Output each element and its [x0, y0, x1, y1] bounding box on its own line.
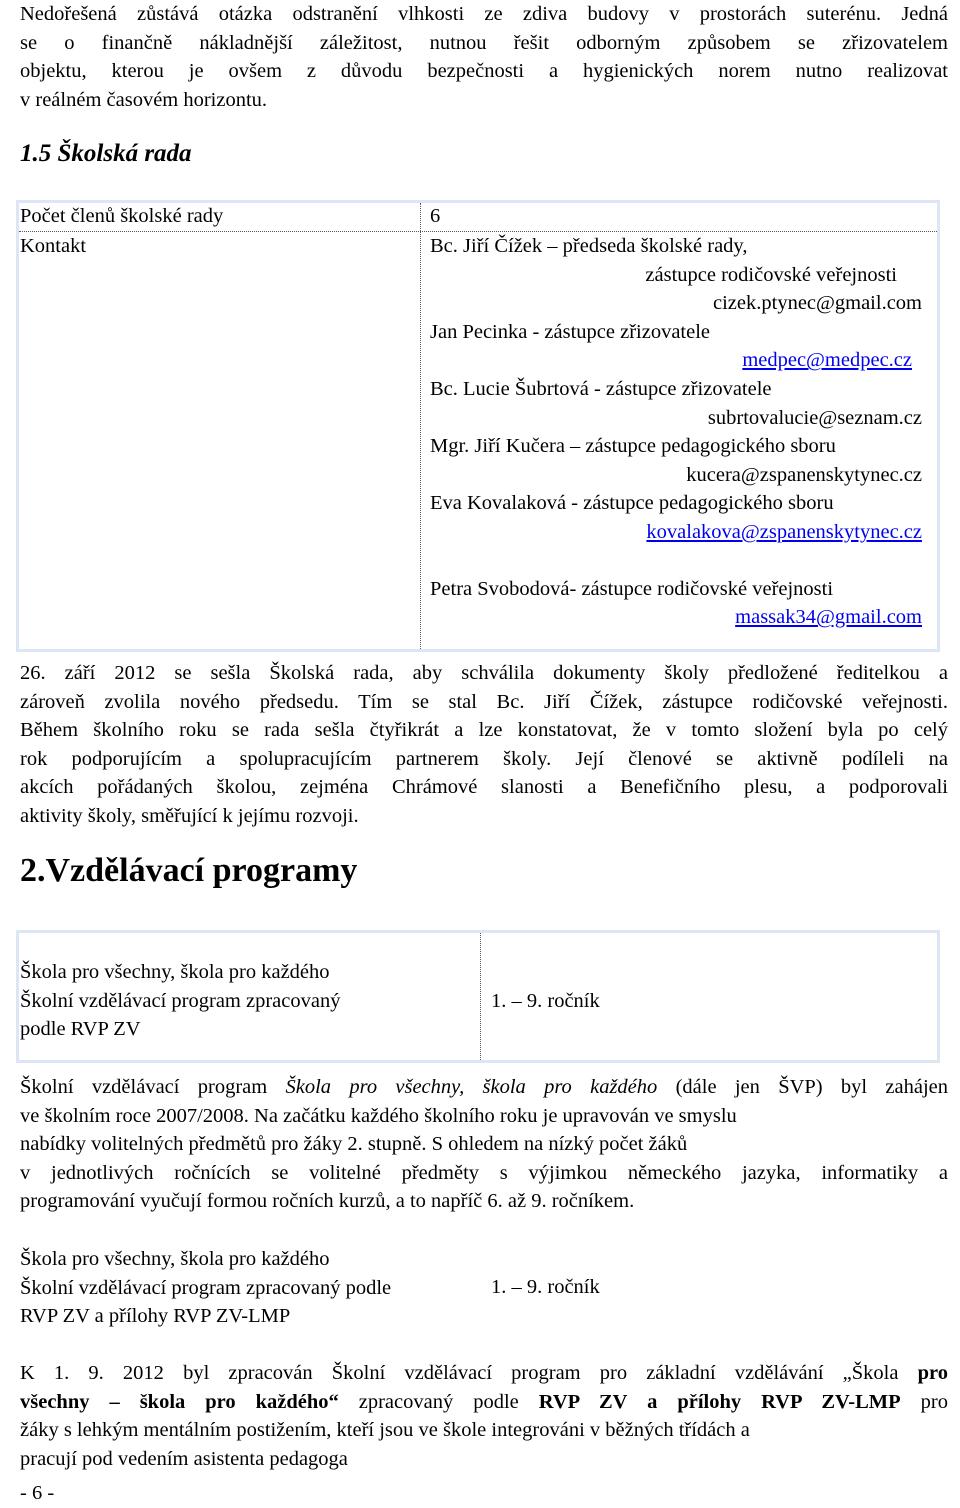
contact-label: Kontakt [20, 235, 87, 257]
paragraph-line: K 1. 9. 2012 byl zpracován Školní vzdělávací program pro základní vzdělávání „Škola pro [20, 1362, 948, 1384]
contact-2-email-link[interactable]: medpec@medpec.cz [742, 349, 912, 372]
section-heading-vzdelavaci-programy: 2.Vzdělávací programy [20, 852, 358, 889]
program-1-line: Školní vzdělávací program zpracovaný [20, 989, 341, 1012]
paragraph-line: Školní vzdělávací program Škola pro všechny, škola pro každého (dále jen ŠVP) byl zahájen [20, 1076, 949, 1098]
program-2-line: RVP ZV a přílohy RVP ZV-LMP [20, 1305, 291, 1328]
paragraph-line: aktivity školy, směřující k jejímu rozvoji. [20, 804, 359, 827]
section-heading-skolska-rada: 1.5 Školská rada [20, 140, 192, 167]
lmp-paragraph [20, 1359, 948, 1473]
program-1-line: Škola pro všechny, škola pro každého [20, 961, 330, 983]
program-2-grades: 1. – 9. ročník [491, 1276, 600, 1298]
paragraph-line: nabídky volitelných předmětů pro žáky 2. stupně. S ohledem na nízký počet žáků [20, 1133, 688, 1156]
contact-4-email: kucera@zspanenskytynec.cz [686, 463, 922, 486]
intro-line: Nedořešená zůstává otázka odstranění vlhkosti ze zdiva budovy v prostorách suterénu. Jedná [20, 3, 948, 25]
contact-5-email-link[interactable]: kovalakova@zspanenskytynec.cz [646, 520, 922, 543]
paragraph-line: rok podporujícím a spolupracujícím partnerem školy. Její členové se aktivně podíleli na [20, 747, 948, 770]
program-2-line: Školní vzdělávací program zpracovaný podle [20, 1276, 392, 1299]
paragraph-line: Během školního roku se rada sešla čtyřikrát a lze konstatovat, že v tomto složení byla po celý [20, 719, 948, 742]
program-1-name [20, 958, 340, 1044]
paragraph-line: žáky s lehkým mentálním postižením, kteří jsou ve škole integrováni v běžných třídách a [20, 1419, 750, 1442]
contact-3-email: subrtovalucie@seznam.cz [707, 406, 922, 429]
table-divider-vertical [480, 933, 481, 1060]
paragraph-line: 26. září 2012 se sešla Školská rada, aby schválila dokumenty školy předložené ředitelkou a [20, 662, 948, 684]
svp-paragraph [20, 1073, 948, 1216]
program-1-line: podle RVP ZV [20, 1018, 141, 1041]
program-2-line: Škola pro všechny, škola pro každého [20, 1248, 330, 1270]
contact-6-email-link[interactable]: massak34@gmail.com [735, 606, 922, 629]
paragraph-line: všechny – škola pro každého“ zpracovaný podle RVP ZV a přílohy RVP ZV-LMP pro [20, 1390, 948, 1413]
paragraph-line: pracují pod vedením asistenta pedagoga [20, 1447, 348, 1470]
contact-3-name: Bc. Lucie Šubrtová - zástupce zřizovatele [430, 377, 772, 400]
contact-5-name: Eva Kovalaková - zástupce pedagogického sboru [430, 492, 834, 515]
contact-4-name: Mgr. Jiří Kučera – zástupce pedagogického sboru [430, 435, 836, 458]
paragraph-line: ve školním roce 2007/2008. Na začátku každého školního roku je upravován ve smyslu [20, 1104, 737, 1127]
paragraph-line: v jednotlivých ročnících se volitelné předměty s výjimkou německého jazyka, informatiky a [20, 1161, 948, 1184]
members-count-label: Počet členů školské rady [20, 205, 224, 227]
school-board-paragraph [20, 659, 948, 831]
members-count-value: 6 [430, 205, 441, 227]
contact-list [430, 232, 922, 632]
program-2-name [20, 1245, 391, 1331]
intro-paragraph [20, 0, 948, 114]
table-divider-vertical [420, 203, 421, 649]
contact-1-name: Bc. Jiří Čížek – předseda školské rady, [430, 235, 748, 257]
paragraph-line: zároveň zvolila nového předsedu. Tím se stal Bc. Jiří Čížek, zástupce rodičovské veřejnosti. [20, 690, 948, 713]
intro-line: se o finančně nákladnější záležitost, nutnou řešit odborným způsobem se zřizovatelem [20, 31, 948, 54]
program-1-grades: 1. – 9. ročník [491, 990, 600, 1012]
contact-1-email: cizek.ptynec@gmail.com [713, 292, 922, 315]
page-number: - 6 - [20, 1482, 55, 1504]
contact-6-name: Petra Svobodová- zástupce rodičovské veřejnosti [430, 577, 834, 600]
intro-line: v reálném časovém horizontu. [20, 88, 268, 111]
intro-line: objektu, kterou je ovšem z důvodu bezpečnosti a hygienických norem nutno realizovat [20, 60, 948, 83]
paragraph-line: programování vyučují formou ročních kurzů, a to napříč 6. až 9. ročníkem. [20, 1190, 635, 1213]
paragraph-line: akcích pořádaných školou, zejména Chrámové slanosti a Benefičního plesu, a podporovali [20, 776, 948, 799]
contact-1-role: zástupce rodičovské veřejnosti [645, 263, 897, 286]
contact-2-name: Jan Pecinka - zástupce zřizovatele [430, 320, 711, 343]
